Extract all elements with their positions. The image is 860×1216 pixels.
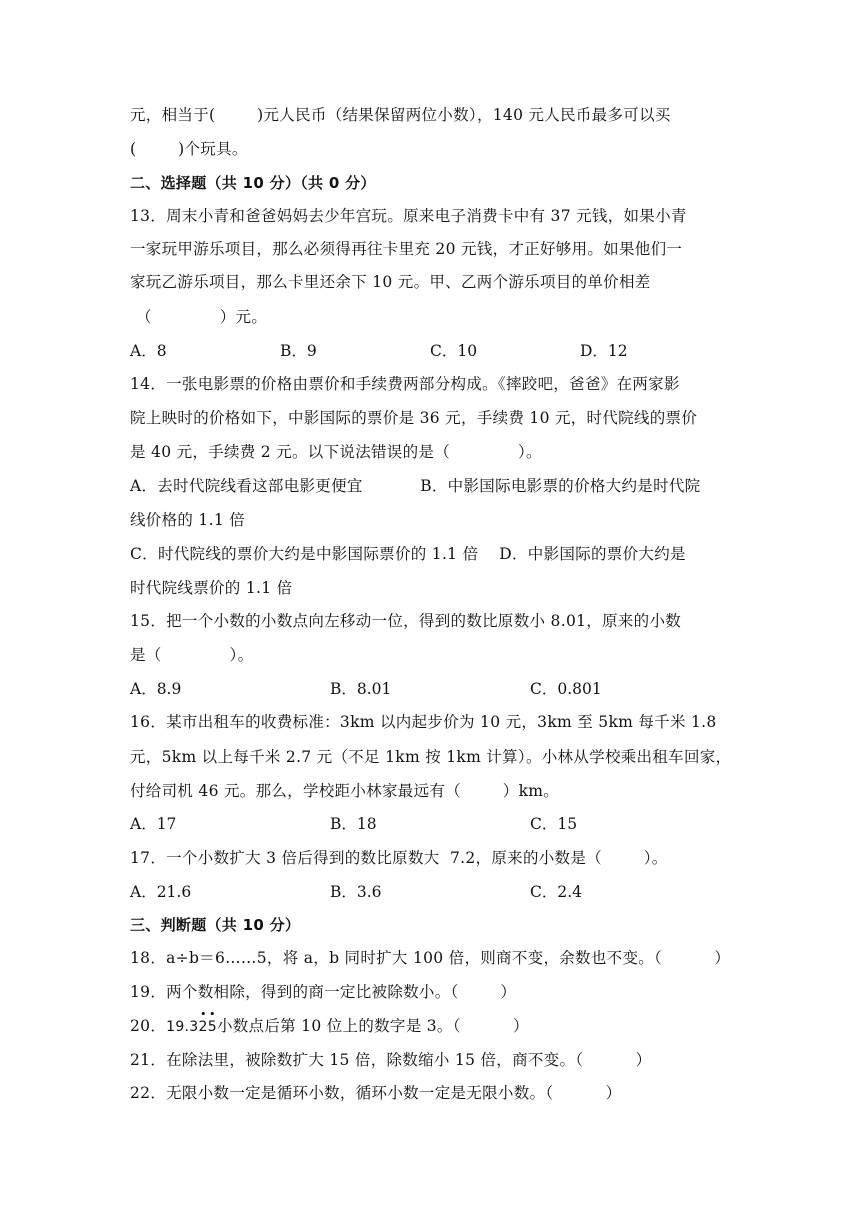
q15-option-b: B．8.01: [330, 680, 392, 698]
q12-line-1: 元，相当于( )元人民币（结果保留两位小数），140 元人民币最多可以买: [130, 106, 671, 124]
q14-options-line-2: 线价格的 1.1 倍: [130, 511, 246, 529]
q20-rest: 小数点后第 10 位上的数字是 3。（ ）: [216, 1017, 529, 1035]
q16-option-b: B．18: [330, 815, 377, 833]
q16-option-c: C．15: [530, 815, 578, 833]
q13-line-4: （ ）元。: [136, 308, 268, 326]
q13-line-3: 家玩乙游乐项目，那么卡里还余下 10 元。甲、乙两个游乐项目的单价相差: [130, 273, 651, 291]
section-2-heading: 二、选择题（共 10 分）（共 0 分）: [130, 174, 376, 192]
q13-option-d: D．12: [580, 342, 628, 360]
q14-line-2: 院上映时的价格如下，中影国际的票价是 36 元，手续费 10 元，时代院线的票价: [130, 409, 698, 427]
q20-dotted-digit-start-text: 2: [198, 1019, 208, 1035]
q15-line-2: 是（ ）。: [130, 646, 254, 664]
q15-option-c: C．0.801: [530, 680, 602, 698]
q17-line: 17．一个小数扩大 3 倍后得到的数比原数大 7.2，原来的小数是（ ）。: [130, 849, 668, 867]
q20-dotted-digit-start: [199, 1016, 208, 1038]
q20-number-prefix: 20．: [130, 1017, 167, 1035]
repeat-dot-icon: [211, 1012, 214, 1015]
q14-options-line-4: 时代院线票价的 1.1 倍: [130, 579, 293, 597]
q13-option-c: C．10: [430, 342, 478, 360]
q19-line: 19．两个数相除，得到的商一定比被除数小。（ ）: [130, 983, 517, 1001]
q20-dotted-digit-end: [208, 1016, 217, 1038]
q17-option-b: B．3.6: [330, 883, 382, 901]
q16-option-a: A．17: [130, 815, 177, 833]
q18-line: 18．a÷b＝6……5，将 a，b 同时扩大 100 倍，则商不变，余数也不变。（ ）: [130, 949, 731, 967]
q13-option-b: B．9: [280, 342, 317, 360]
q20-line: [130, 1015, 529, 1038]
q13-line-2: 一家玩甲游乐项目，那么必须得再往卡里充 20 元钱，才正好够用。如果他们一: [130, 240, 683, 258]
q14-line-1: 14．一张电影票的价格由票价和手续费两部分构成。《摔跤吧，爸爸》在两家影: [130, 375, 680, 393]
section-3-heading: 三、判断题（共 10 分）: [130, 916, 301, 934]
q21-line: 21．在除法里，被除数扩大 15 倍，除数缩小 15 倍，商不变。（ ）: [130, 1051, 652, 1069]
q17-option-a: A．21.6: [130, 883, 192, 901]
q13-option-a: A．8: [130, 342, 167, 360]
q12-line-2: ( )个玩具。: [130, 140, 248, 158]
q14-line-3: 是 40 元，手续费 2 元。以下说法错误的是（ ）。: [130, 443, 542, 461]
q16-line-3: 付给司机 46 元。那么，学校距小林家最远有（ ）km。: [130, 782, 560, 800]
q20-decimal-plain: 19.3: [166, 1019, 199, 1035]
q17-option-c: C．2.4: [530, 883, 583, 901]
q15-line-1: 15．把一个小数的小数点向左移动一位，得到的数比原数小 8.01，原来的小数: [130, 612, 682, 630]
q14-options-line-1: A．去时代院线看这部电影更便宜 B．中影国际电影票的价格大约是时代院: [130, 477, 701, 495]
q16-line-2: 元，5km 以上每千米 2.7 元（不足 1km 按 1km 计算）。小林从学校乘出租车回家，: [130, 748, 732, 766]
q22-line: 22．无限小数一定是循环小数，循环小数一定是无限小数。（ ）: [130, 1084, 622, 1102]
q15-option-a: A．8.9: [130, 680, 182, 698]
q20-dotted-digit-end-text: 5: [207, 1019, 217, 1035]
q13-line-1: 13．周末小青和爸爸妈妈去少年宫玩。原来电子消费卡中有 37 元钱，如果小青: [130, 207, 687, 225]
q16-line-1: 16．某市出租车的收费标准：3km 以内起步价为 10 元，3km 至 5km 每千米 1.8: [130, 713, 717, 731]
q14-options-line-3: C．时代院线的票价大约是中影国际票价的 1.1 倍 D．中影国际的票价大约是: [130, 545, 686, 563]
q20-repeating-decimal: [166, 1019, 217, 1035]
repeat-dot-icon: [202, 1012, 205, 1015]
